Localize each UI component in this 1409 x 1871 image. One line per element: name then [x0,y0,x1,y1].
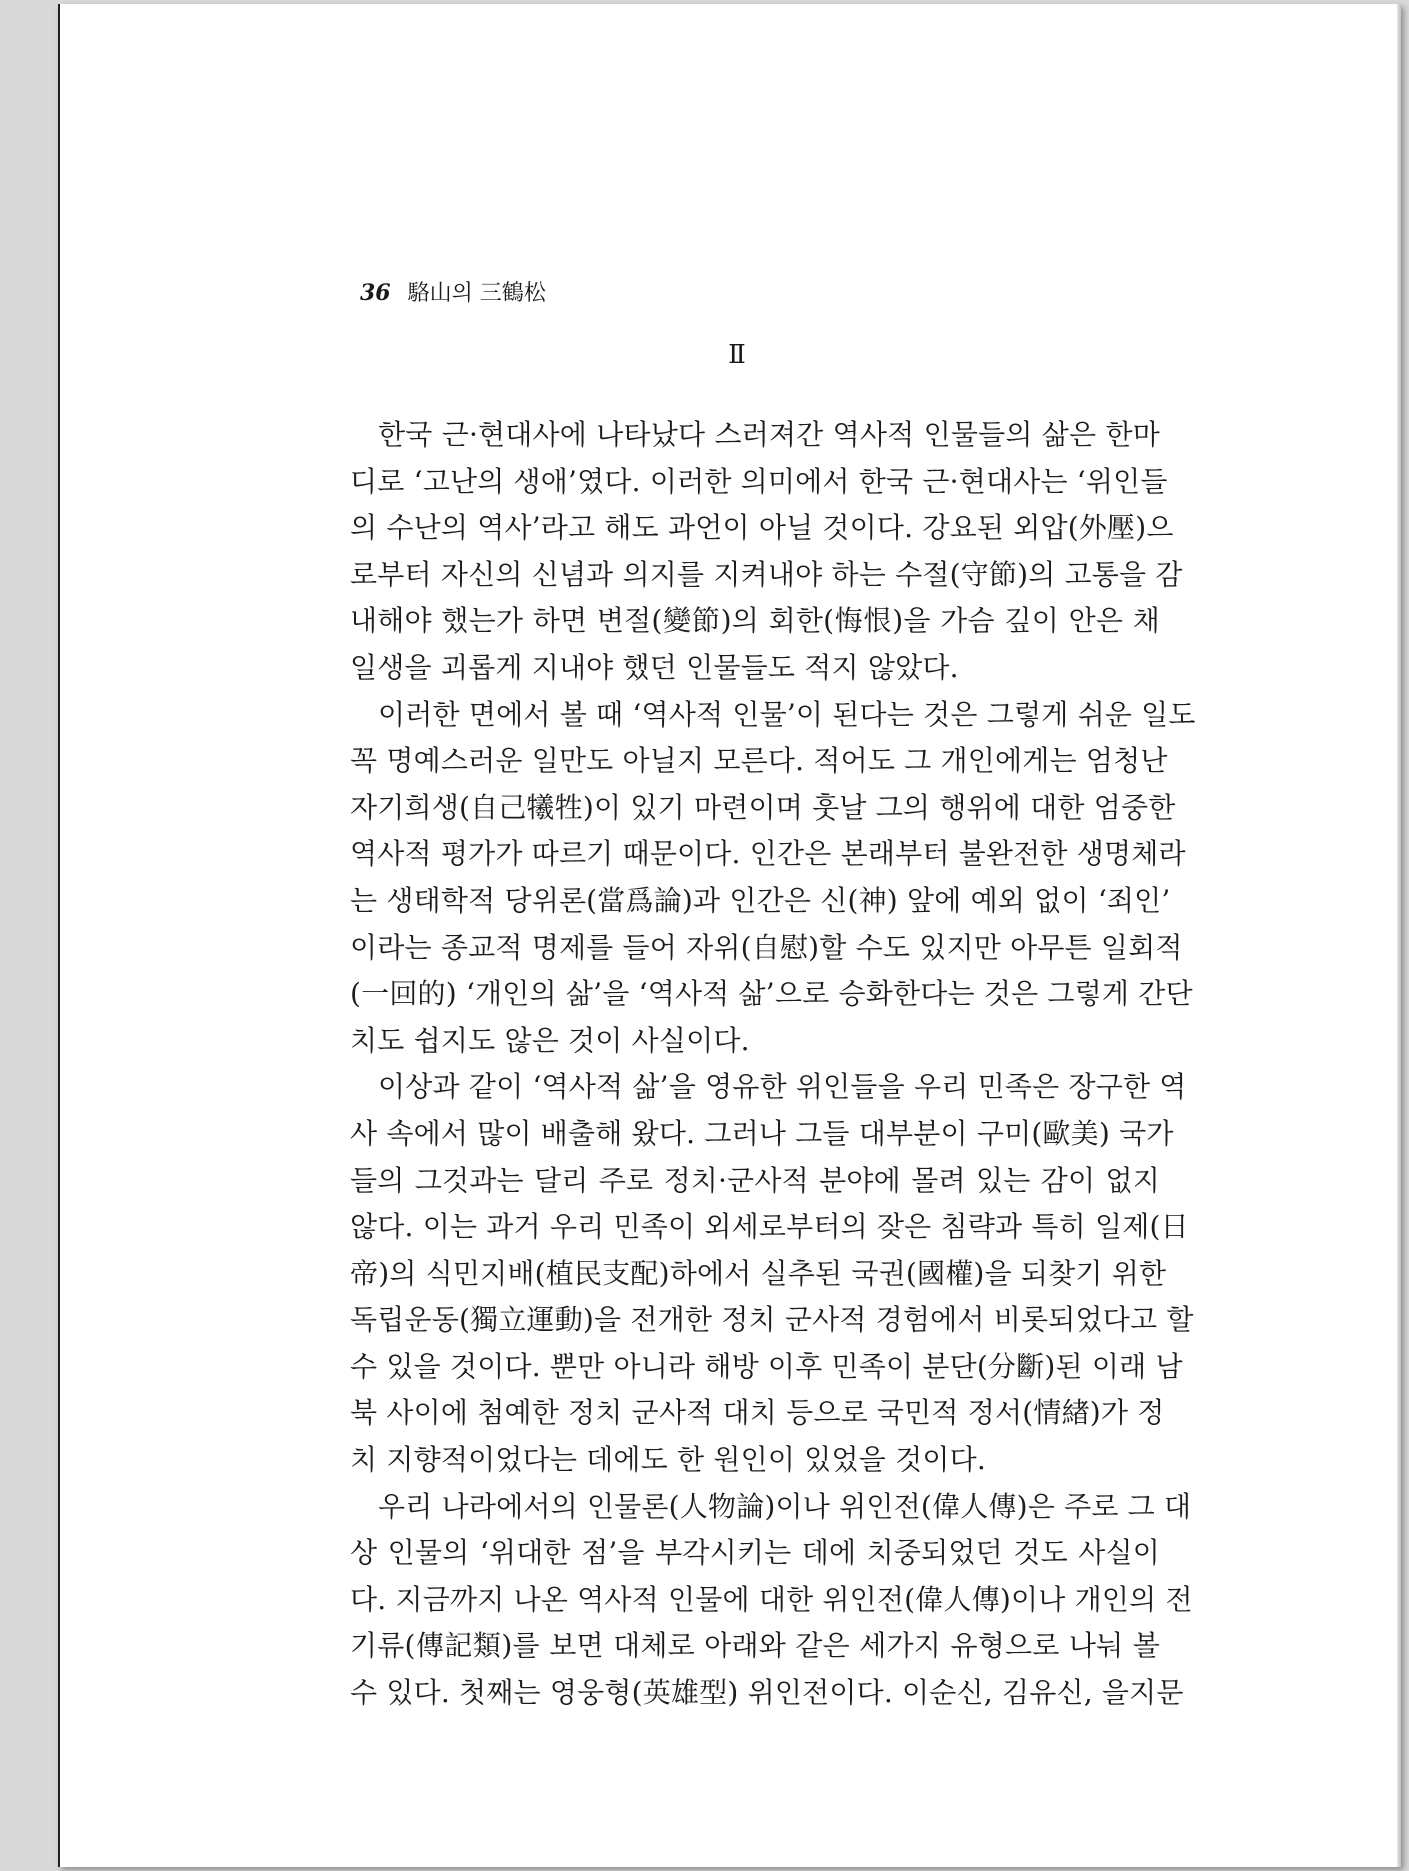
text-line: (一回的) ‘개인의 삶’을 ‘역사적 삶’으로 승화한다는 것은 그렇게 간단 [350,977,1193,1011]
text-line: 다. 지금까지 나온 역사적 인물에 대한 위인전(偉人傳)이나 개인의 전 [350,1582,1193,1616]
text-line: 북 사이에 첨예한 정치 군사적 대치 등으로 국민적 정서(情緖)가 정 [350,1396,1165,1430]
running-header [360,276,546,307]
text-line: 이상과 같이 ‘역사적 삶’을 영유한 위인들을 우리 민족은 장구한 역 [378,1070,1187,1104]
text-line: 치도 쉽지도 않은 것이 사실이다. [350,1023,750,1057]
page-edge-shadow [1397,4,1401,1867]
text-line: 의 수난의 역사’라고 해도 과언이 아닐 것이다. 강요된 외압(外壓)으 [350,511,1174,545]
text-line: 우리 나라에서의 인물론(人物論)이나 위인전(偉人傳)은 주로 그 대 [378,1489,1192,1523]
text-line: 이러한 면에서 볼 때 ‘역사적 인물’이 된다는 것은 그렇게 쉬운 일도 [378,697,1196,731]
text-line: 않다. 이는 과거 우리 민족이 외세로부터의 잦은 침략과 특히 일제(日 [350,1210,1189,1244]
text-line: 디로 ‘고난의 생애’였다. 이러한 의미에서 한국 근·현대사는 ‘위인들 [350,464,1168,498]
section-heading: Ⅱ [728,340,747,370]
body-text [350,412,1196,1717]
text-line: 로부터 자신의 신념과 의지를 지켜내야 하는 수절(守節)의 고통을 감 [350,557,1183,591]
text-line: 한국 근·현대사에 나타났다 스러져간 역사적 인물들의 삶은 한마 [378,418,1160,451]
text-line: 꼭 명예스러운 일만도 아닐지 모른다. 적어도 그 개인에게는 엄청난 [350,744,1168,778]
book-title: 駱山의 三鶴松 [407,281,546,306]
book-page [58,4,1401,1867]
text-line: 기류(傳記類)를 보면 대체로 아래와 같은 세가지 유형으로 나눠 볼 [350,1629,1160,1663]
text-line: 는 생태학적 당위론(當爲論)과 인간은 신(神) 앞에 예외 없이 ‘죄인’ [350,883,1171,917]
page-number: 36 [360,280,391,306]
text-line: 들의 그것과는 달리 주로 정치·군사적 분야에 몰려 있는 감이 없지 [350,1163,1160,1197]
text-line: 독립운동(獨立運動)을 전개한 정치 군사적 경험에서 비롯되었다고 할 [350,1303,1194,1337]
text-line: 내해야 했는가 하면 변절(變節)의 회한(悔恨)을 가슴 깊이 안은 채 [350,604,1160,638]
text-line: 치 지향적이었다는 데에도 한 원인이 있었을 것이다. [350,1443,986,1477]
text-line: 사 속에서 많이 배출해 왔다. 그러나 그들 대부분이 구미(歐美) 국가 [350,1116,1174,1150]
text-line: 일생을 괴롭게 지내야 했던 인물들도 적지 않았다. [350,650,959,684]
text-line: 수 있을 것이다. 뿐만 아니라 해방 이후 민족이 분단(分斷)된 이래 남 [350,1349,1183,1383]
text-line: 이라는 종교적 명제를 들어 자위(自慰)할 수도 있지만 아무튼 일회적 [350,930,1183,964]
text-line: 역사적 평가가 따르기 때문이다. 인간은 본래부터 불완전한 생명체라 [350,837,1186,871]
text-line: 상 인물의 ‘위대한 점’을 부각시키는 데에 치중되었던 것도 사실이 [350,1536,1160,1570]
text-line: 帝)의 식민지배(植民支配)하에서 실추된 국권(國權)을 되찾기 위한 [350,1256,1167,1290]
text-line: 자기희생(自己犧牲)이 있기 마련이며 훗날 그의 행위에 대한 엄중한 [350,790,1176,824]
text-line: 수 있다. 첫째는 영웅형(英雄型) 위인전이다. 이순신, 김유신, 을지문 [350,1676,1184,1710]
